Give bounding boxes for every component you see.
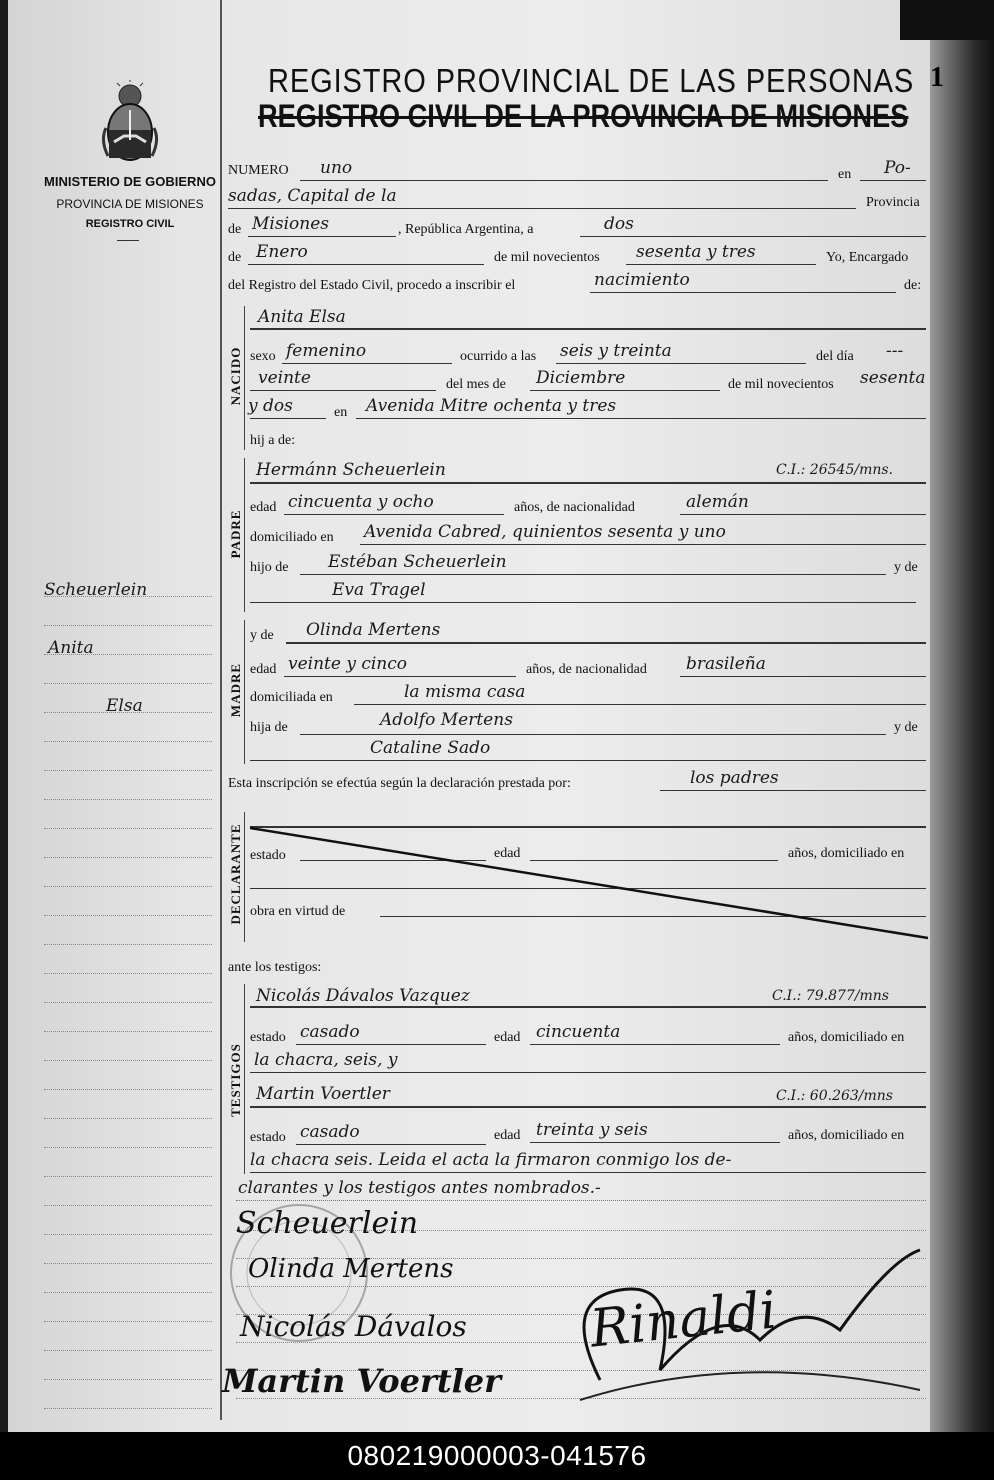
nacido-section-label: NACIDO: [228, 346, 243, 406]
margin-rule-line: [44, 683, 212, 684]
padre-hijo-label: hijo de: [250, 560, 289, 575]
margin-rule-line: [44, 1234, 212, 1235]
margin-note-surname: Scheuerlein: [44, 580, 148, 600]
margin-note-first-name: Anita: [48, 638, 94, 658]
lugar-value: Avenida Mitre ochenta y tres: [366, 396, 617, 416]
margin-rule-line: [44, 944, 212, 945]
sexo-label: sexo: [250, 349, 276, 364]
place-value: sadas, Capital de la: [228, 186, 397, 206]
testigo1-estado-value: casado: [300, 1022, 360, 1042]
madre-section-label: MADRE: [228, 662, 243, 718]
mes-label: del mes de: [446, 377, 506, 392]
testigo2-edad-value: treinta y seis: [536, 1120, 648, 1140]
margin-rule-line: [44, 1408, 212, 1409]
margin-rule-line: [44, 741, 212, 742]
mes-value: Diciembre: [536, 368, 626, 388]
nacido-name: Anita Elsa: [258, 307, 346, 327]
de-label: de: [228, 222, 242, 237]
republica-label: , República Argentina, a: [398, 222, 534, 237]
year-value: sesenta y tres: [636, 242, 756, 262]
ministry-divider: [117, 240, 139, 241]
anio-value-a: sesenta: [860, 368, 926, 388]
page-corner-shadow: [900, 0, 994, 40]
margin-rule-line: [44, 1321, 212, 1322]
madre-hija-label: hija de: [250, 720, 288, 735]
padre-father: Estéban Scheuerlein: [328, 552, 507, 572]
madre-dom-value: la misma casa: [404, 682, 526, 702]
declarante-anios-label: años, domiciliado en: [788, 846, 905, 861]
month-value: Enero: [256, 242, 308, 262]
coat-of-arms-icon: [100, 80, 160, 166]
registry-title: REGISTRO PROVINCIAL DE LAS PERSONAS: [268, 62, 915, 99]
ocurrido-label: ocurrido a las: [460, 349, 537, 364]
year-label: de mil novecientos: [494, 250, 600, 265]
signature-officer: Rinaldi: [587, 1280, 780, 1360]
signature-witness-2: Martin Voertler: [222, 1362, 501, 1400]
padre-y-de-label: y de: [894, 560, 918, 575]
margin-divider: [220, 0, 222, 1420]
margin-rule-line: [44, 915, 212, 916]
yo-label: Yo, Encargado: [826, 250, 909, 265]
margin-rule-line: [44, 1031, 212, 1032]
padre-name: Hermánn Scheuerlein: [256, 460, 446, 480]
margin-note-second-name: Elsa: [106, 696, 143, 716]
struck-registry-title: REGISTRO CIVIL DE LA PROVINCIA DE MISIONES: [258, 98, 909, 134]
ministry-name: MINISTERIO DE GOBIERNO: [44, 174, 216, 189]
colon-de-label: de:: [904, 278, 922, 293]
madre-edad-label: edad: [250, 662, 277, 677]
madre-father: Adolfo Mertens: [380, 710, 513, 730]
testigos-intro: ante los testigos:: [228, 960, 322, 975]
signature-mother: Olinda Mertens: [248, 1254, 454, 1284]
madre-y-de-label-2: y de: [894, 720, 918, 735]
margin-rule-line: [44, 1350, 212, 1351]
act-type-value: nacimiento: [594, 270, 690, 290]
signature-father: Scheuerlein: [236, 1206, 419, 1241]
anio-value-b: y dos: [248, 396, 293, 416]
registro-label: del Registro del Estado Civil, procedo a inscribir el: [228, 278, 516, 293]
page-edge-shadow: [930, 0, 994, 1432]
testigo2-ci: C.I.: 60.263/mns: [776, 1088, 893, 1104]
padre-nac-value: alemán: [686, 492, 749, 512]
sexo-value: femenino: [286, 341, 367, 361]
testigo1-anios-label: años, domiciliado en: [788, 1030, 905, 1045]
padre-edad-value: cincuenta y ocho: [288, 492, 434, 512]
testigos-section-label: TESTIGOS: [228, 1043, 243, 1117]
province-value: Misiones: [252, 214, 329, 234]
padre-dom-value: Avenida Cabred, quinientos sesenta y uno: [364, 522, 726, 542]
madre-dom-label: domiciliada en: [250, 690, 333, 705]
testigo2-estado-label: estado: [250, 1130, 286, 1145]
margin-rule-line: [44, 799, 212, 800]
day-value: dos: [604, 214, 634, 234]
margin-rule-line: [44, 828, 212, 829]
testigo1-estado-label: estado: [250, 1030, 286, 1045]
margin-rule-line: [44, 1060, 212, 1061]
madre-edad-value: veinte y cinco: [288, 654, 408, 674]
declarante-estado-label: estado: [250, 848, 286, 863]
declaracion-label: Esta inscripción se efectúa según la declaración prestada por:: [228, 776, 571, 791]
page-number: 1: [930, 62, 944, 93]
provincia-label: Provincia: [866, 195, 920, 210]
margin-rule-line: [44, 625, 212, 626]
testigo1-dom-value: la chacra, seis, y: [254, 1050, 398, 1070]
madre-nac-value: brasileña: [686, 654, 766, 674]
testigo2-name: Martin Voertler: [256, 1084, 390, 1104]
barcode-id: 080219000003-041576: [0, 1432, 994, 1480]
margin-rule-line: [44, 857, 212, 858]
closing-line-2: clarantes y los testigos antes nombrados.-: [238, 1178, 601, 1198]
madre-y-de-label: y de: [250, 628, 274, 643]
padre-nac-label: años, de nacionalidad: [514, 500, 635, 515]
numero-value: uno: [320, 158, 353, 178]
testigo2-edad-label: edad: [494, 1128, 521, 1143]
hora-value: seis y treinta: [560, 341, 672, 361]
declarante-strike-line: [250, 826, 930, 942]
margin-rule-line: [44, 886, 212, 887]
del-dia-label: del día: [816, 349, 854, 364]
padre-edad-label: edad: [250, 500, 277, 515]
padre-ci: C.I.: 26545/mns.: [776, 462, 893, 478]
madre-name: Olinda Mertens: [306, 620, 441, 640]
month-de-label: de: [228, 250, 242, 265]
testigo1-edad-value: cincuenta: [536, 1022, 621, 1042]
declarante-obra-label: obra en virtud de: [250, 904, 346, 919]
testigo1-name: Nicolás Dávalos Vazquez: [256, 986, 470, 1006]
madre-nac-label: años, de nacionalidad: [526, 662, 647, 677]
declarante-section-label: DECLARANTE: [228, 823, 243, 925]
numero-label: NUMERO: [228, 163, 289, 178]
padre-mother: Eva Tragel: [332, 580, 426, 600]
margin-rule-line: [44, 1263, 212, 1264]
hija-de-label: hij a de:: [250, 433, 296, 448]
margin-rule-line: [44, 1292, 212, 1293]
padre-section-label: PADRE: [228, 509, 243, 559]
del-dia-value: ---: [886, 341, 904, 361]
testigo2-estado-value: casado: [300, 1122, 360, 1142]
ministry-province: PROVINCIA DE MISIONES: [56, 197, 204, 211]
madre-mother: Cataline Sado: [370, 738, 491, 758]
padre-dom-label: domiciliado en: [250, 530, 334, 545]
closing-line-1: la chacra seis. Leida el acta la firmaron conmigo los de-: [250, 1150, 732, 1170]
declarante-edad-label: edad: [494, 846, 521, 861]
en-value: Po-: [884, 158, 911, 178]
margin-rule-line: [44, 770, 212, 771]
ministry-registry: REGISTRO CIVIL: [85, 218, 175, 230]
en-label: en: [838, 167, 852, 182]
signature-witness-1: Nicolás Dávalos: [240, 1310, 467, 1343]
margin-rule-line: [44, 973, 212, 974]
officer-signature-flourish: [540, 1240, 940, 1420]
margin-rule-line: [44, 1205, 212, 1206]
mil-label: de mil novecientos: [728, 377, 834, 392]
margin-rule-line: [44, 1379, 212, 1380]
margin-rule-line: [44, 1089, 212, 1090]
margin-rule-line: [44, 1002, 212, 1003]
testigo1-edad-label: edad: [494, 1030, 521, 1045]
declaracion-value: los padres: [690, 768, 779, 788]
margin-rule-line: [44, 1118, 212, 1119]
dia-value: veinte: [258, 368, 311, 388]
nacido-en-label: en: [334, 405, 348, 420]
testigo1-ci: C.I.: 79.877/mns: [772, 988, 889, 1004]
margin-rule-line: [44, 1147, 212, 1148]
testigo2-anios-label: años, domiciliado en: [788, 1128, 905, 1143]
margin-rule-line: [44, 1176, 212, 1177]
